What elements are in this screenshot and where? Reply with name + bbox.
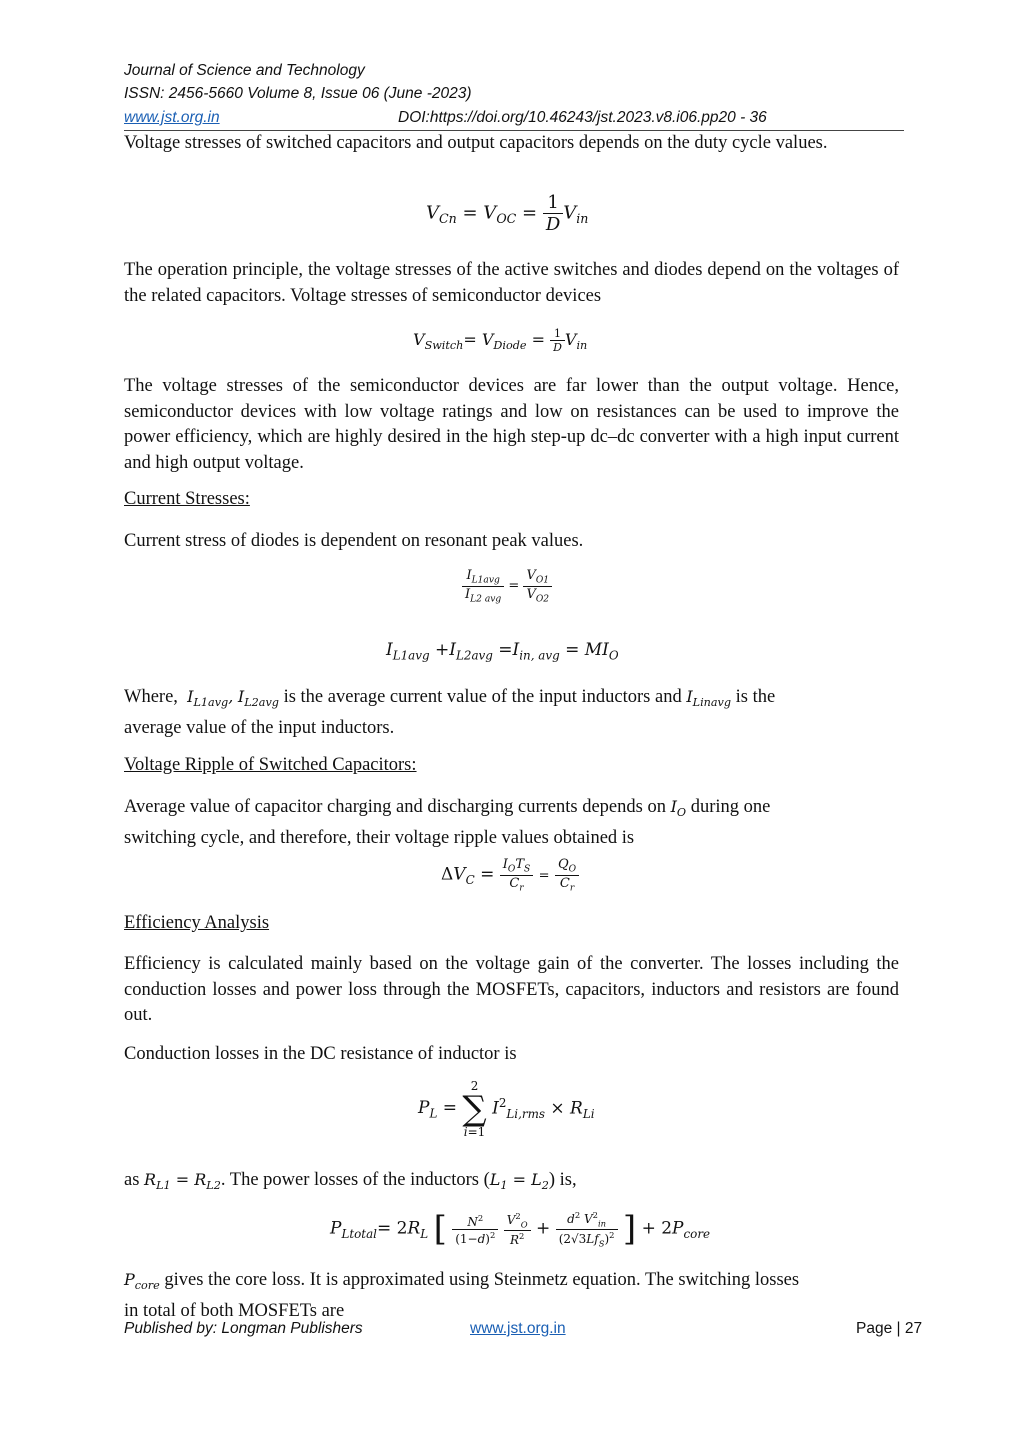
paragraph-semiconductor-stress: The voltage stresses of the semiconductor devices are far lower than the output voltage. Hence, semiconductor devices with low voltage ratings and low on resistances can be used to improve the power efficiency, which are highly desired in the high step-up dc–dc converter with a high input current and high output voltage. xyxy=(124,376,899,473)
journal-website-link[interactable]: www.jst.org.in xyxy=(124,109,220,126)
footer-publisher: Published by: Longman Publishers xyxy=(124,1320,363,1337)
ripple-text-mid: during one xyxy=(690,797,771,817)
paragraph-capacitor-stress: Voltage stresses of switched capacitors and output capacitors depends on the duty cycle values. xyxy=(124,133,828,153)
symbol-ilinavg: $I_{Linavg}$ xyxy=(686,687,732,710)
symbol-il2avg: $I_{L2avg}$ xyxy=(237,687,279,710)
paragraph-inductor-resistance xyxy=(124,1167,899,1199)
paragraph-where-definition xyxy=(124,684,899,741)
equation-inductor-loss-sum: $P_L$ = 2 ∑ i=1 $I^2_{Li,rms} \times R_{Li}$ xyxy=(418,1079,595,1139)
is-text: ) is, xyxy=(548,1170,577,1190)
core-loss-text: gives the core loss. It is approximated using Steinmetz equation. The switching losses xyxy=(164,1270,800,1290)
as-text: as xyxy=(124,1170,140,1190)
paragraph-efficiency: Efficiency is calculated mainly based on the voltage gain of the converter. The losses including the conduction losses and power loss through the MOSFETs, capacitors, inductors and resistors are found out. xyxy=(124,954,899,1025)
ripple-text-end: switching cycle, and therefore, their voltage ripple values obtained is xyxy=(124,827,635,848)
equation-current-ratio: $\frac{I_{L1avg}}{I_{L2 avg}}$ = $\frac{V_{O1}}{V_{O2}}$ xyxy=(462,568,552,604)
paragraph-current-stress: Current stress of diodes is dependent on resonant peak values. xyxy=(124,531,584,551)
inductor-loss-text: . The power losses of the inductors ( xyxy=(220,1170,490,1190)
footer-page-number: Page | 27 xyxy=(856,1320,923,1337)
section-heading-current-stresses: Current Stresses: xyxy=(124,489,250,509)
journal-issn: ISSN: 2456-5660 Volume 8, Issue 06 (June -2023) xyxy=(124,85,472,102)
where-text: is the average current value of the input inductors and xyxy=(283,687,682,707)
paragraph-capacitor-ripple xyxy=(124,794,899,851)
symbol-io: $I_O$ xyxy=(670,797,687,820)
paragraph-core-loss xyxy=(124,1267,899,1324)
section-heading-voltage-ripple: Voltage Ripple of Switched Capacitors: xyxy=(124,755,417,775)
symbol-pcore: $P_{core}$ xyxy=(124,1270,160,1293)
equation-switch-diode-voltage: $V_{Switch}= V_{Diode}$ = $\frac{1}{D}$ $V_{in}$ xyxy=(413,327,588,354)
equation-capacitor-voltage: $V_{Cn} = V_{OC}$ = $\frac{1}{D}$ $V_{in}$ xyxy=(426,192,589,235)
where-text-tail: is the xyxy=(735,687,776,707)
journal-title: Journal of Science and Technology xyxy=(124,62,365,79)
symbol-l-equality: $L_1 = L_2$ xyxy=(489,1170,549,1193)
symbol-rl-equality: $R_{L1} = R_{L2}$ xyxy=(144,1170,221,1193)
symbol-il1avg: $I_{L1avg}$, xyxy=(187,687,234,710)
section-heading-efficiency: Efficiency Analysis xyxy=(124,913,270,933)
paragraph-conduction-losses: Conduction losses in the DC resistance of inductor is xyxy=(124,1044,517,1064)
where-text-second-line: average value of the input inductors. xyxy=(124,717,395,738)
where-label: Where, xyxy=(124,687,178,707)
equation-voltage-ripple: $\Delta V_C$ = $\frac{I_OT_S}{C_r}$ = $\frac{Q_O}{C_r}$ xyxy=(441,857,579,893)
footer-website-link[interactable]: www.jst.org.in xyxy=(470,1320,566,1337)
equation-input-current-sum: $I_{L1avg} +I_{L2avg} =I_{in, avg} = MI_O$ xyxy=(386,640,619,663)
equation-total-inductor-loss: $P_{Ltotal}= 2R_L$ [ $\frac{N^2}{(1-d)^2}$ $\frac{V^2_O}{R^2}$ + $\frac{d^2 V^2_{in}}{(2√3Lf_S)^2}$ ] + $2P_{core}$ xyxy=(330,1209,711,1249)
journal-doi: DOI:https://doi.org/10.46243/jst.2023.v8.i06.pp20 - 36 xyxy=(398,109,767,126)
ripple-text-start: Average value of capacitor charging and discharging currents depends on xyxy=(124,797,666,817)
switching-loss-text: in total of both MOSFETs are xyxy=(124,1300,345,1321)
paragraph-operation-principle: The operation principle, the voltage stresses of the active switches and diodes depend on the voltages of the related capacitors. Voltage stresses of semiconductor devices xyxy=(124,260,899,306)
